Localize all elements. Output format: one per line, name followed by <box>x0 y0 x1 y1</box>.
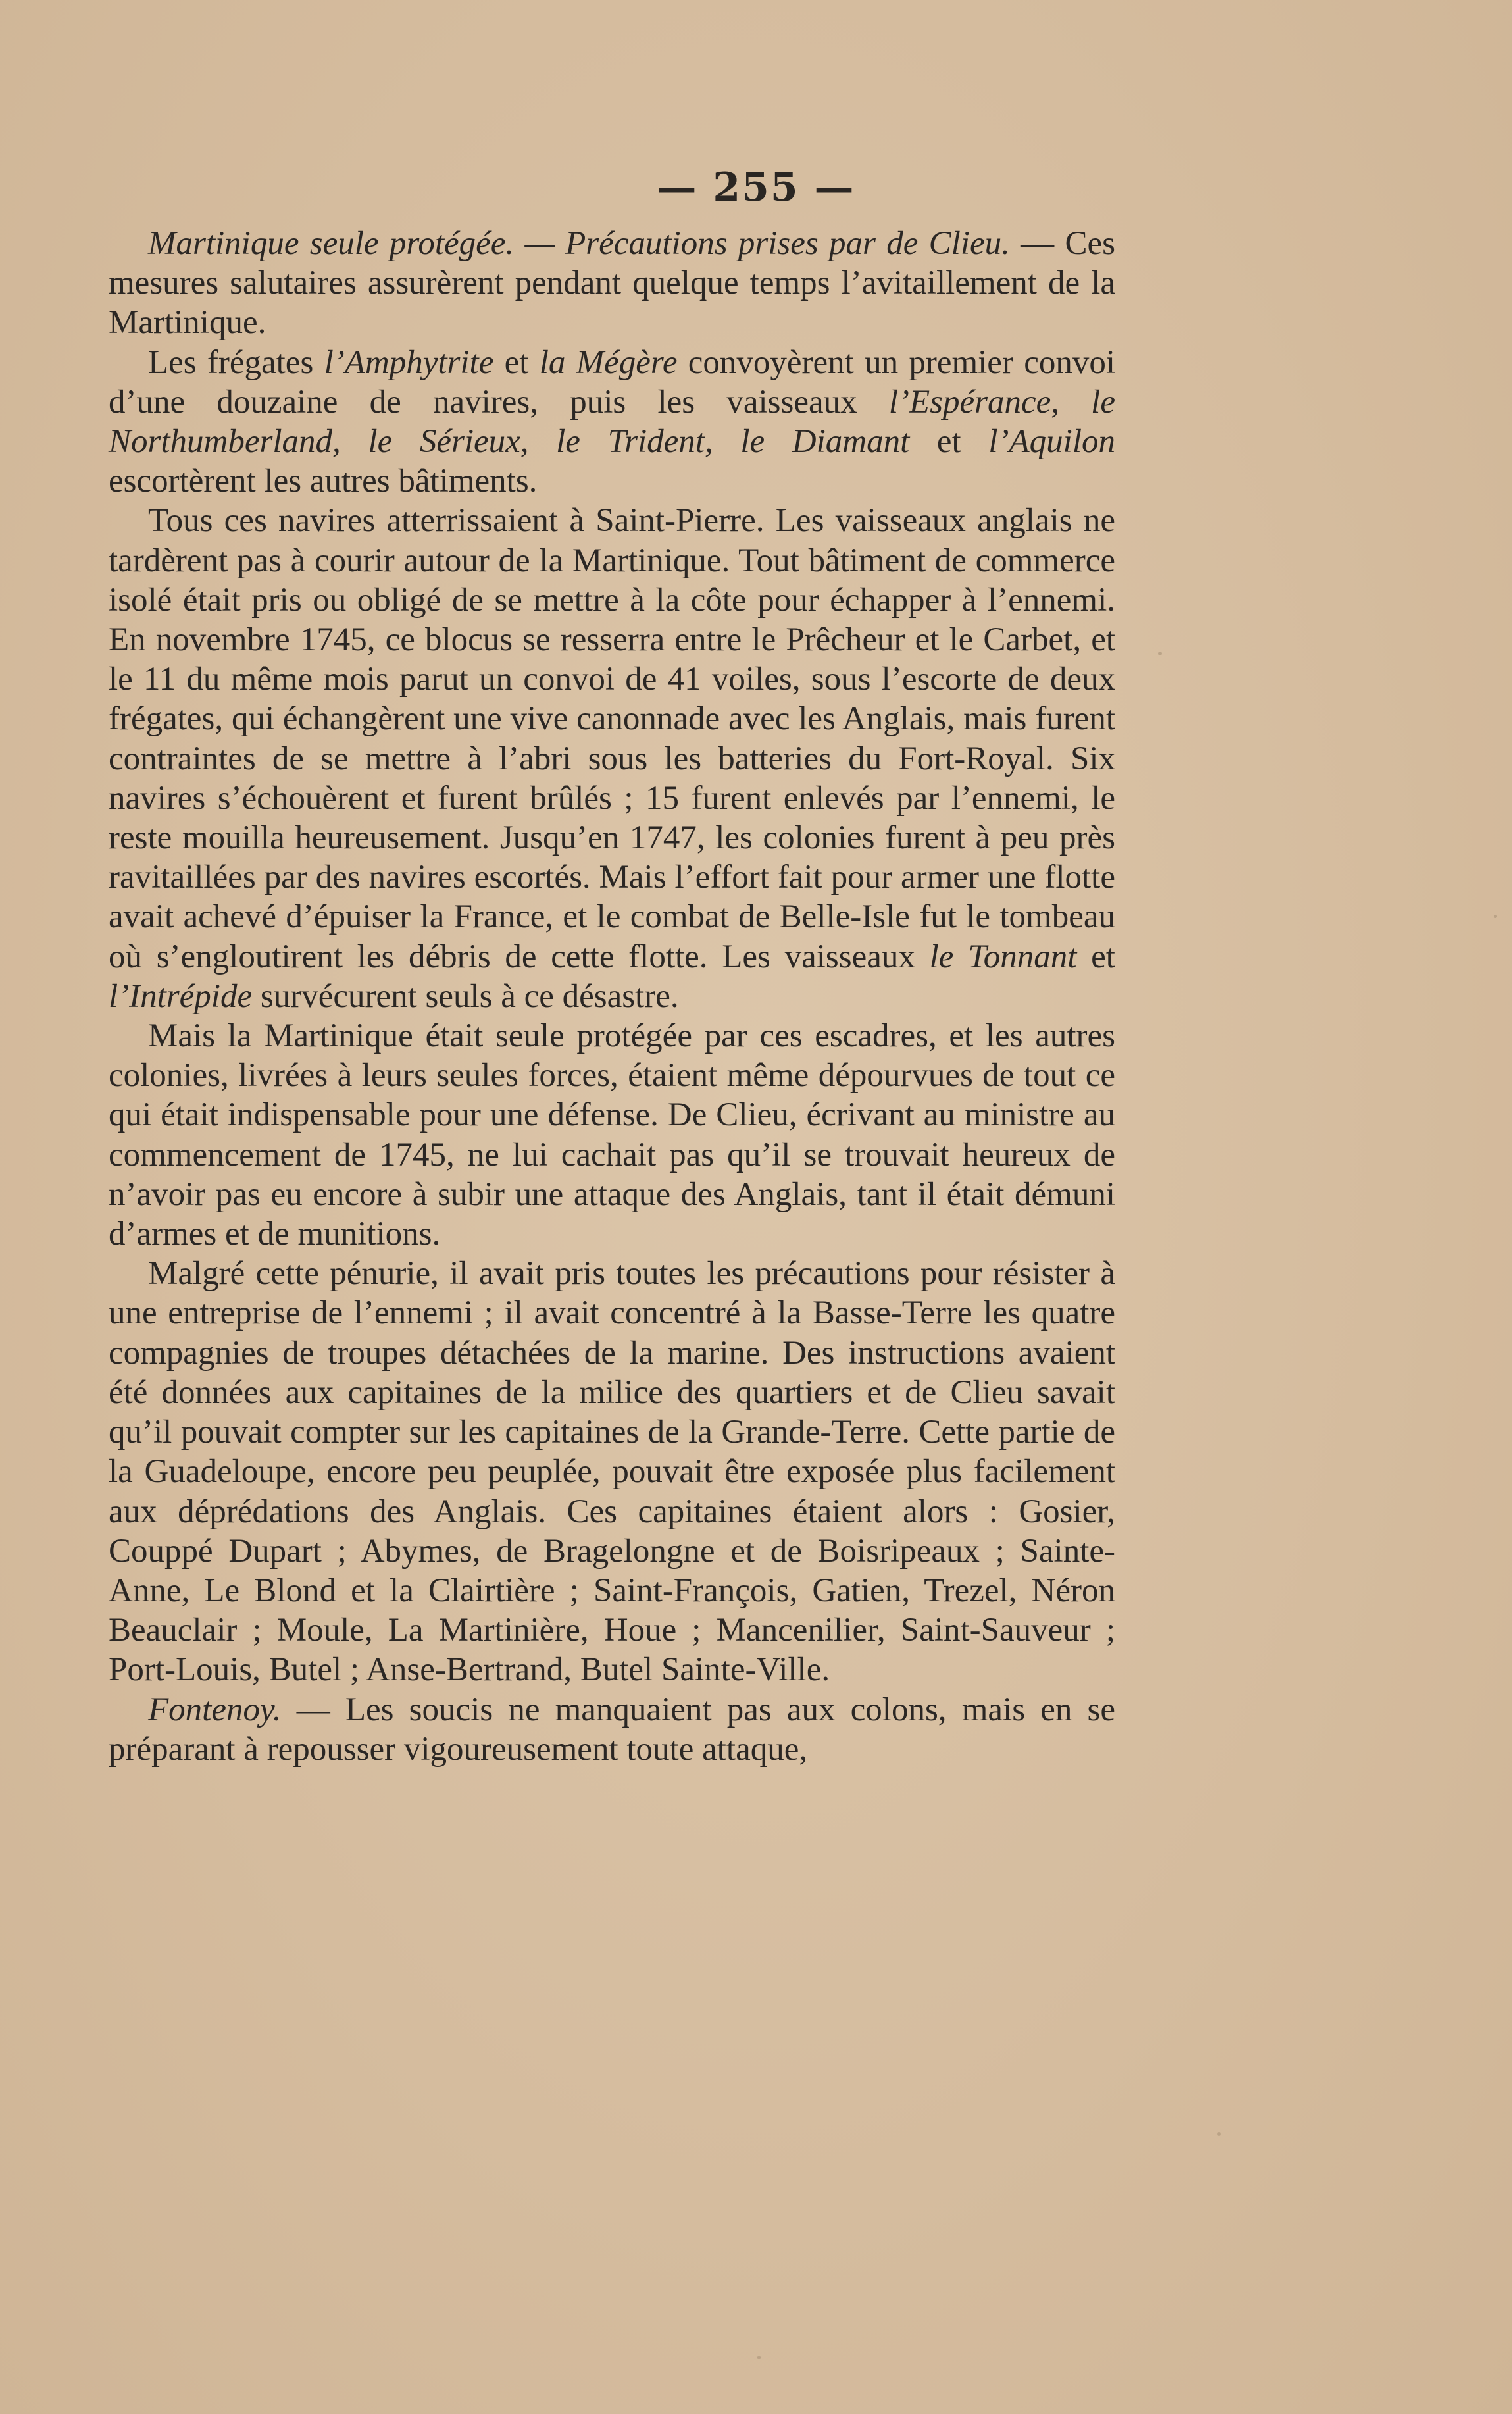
paper-speck <box>1158 652 1162 655</box>
paragraph <box>109 224 1115 343</box>
text-segment: l’Intrépide <box>109 977 253 1015</box>
text-segment: — Les soucis ne manquaient pas aux colons, mais en se préparant à repousser vigoureusement toute attaque, <box>109 1691 1115 1768</box>
page-number: — 255 — <box>657 165 855 211</box>
text-segment: survécurent seuls à ce désastre. <box>252 977 679 1015</box>
text-segment: et <box>1076 938 1115 975</box>
text-segment: et <box>493 344 540 381</box>
text-segment: Malgré cette pénurie, il avait pris toutes les précautions pour résister à une entreprise de l’ennemi ; il avait concentré à la Basse-Terre les quatre compagnies de troupes détachées de la marine. Des instructions avaient été données aux capitaines de la milice des quartiers et de Clieu savait qu’il pouvait compter sur les capitaines de la Grande-Terre. Cette partie de la Guadeloupe, encore peu peuplée, pouvait être exposée plus facilement aux déprédations des Anglais. Ces capitaines étaient alors : Gosier, Couppé Dupart ; Abymes, de Bragelongne et de Boisripeaux ; Sainte-Anne, Le Blond et la Clairtière ; Saint-François, Gatien, Trezel, Néron Beauclair ; Moule, La Martinière, Houe ; Mancenilier, Saint-Sauveur ; Port-Louis, Butel ; Anse-Bertrand, Butel Sainte-Ville. <box>109 1255 1115 1689</box>
text-segment: l’Espérance, le Northumberland, le Sérieux, le Trident, le Diamant <box>109 383 1115 461</box>
paragraph <box>109 1254 1115 1689</box>
body-text <box>109 224 1115 1769</box>
text-segment: Tous ces navires atterrissaient à Saint-Pierre. Les vaisseaux anglais ne tardèrent pas à courir autour de la Martinique. Tout bâtiment de commerce isolé était pris ou obligé de se mettre à la côte pour échapper à l’ennemi. En novembre 1745, ce blocus se resserra entre le Prêcheur et le Carbet, et le 11 du même mois parut un convoi de 41 voiles, sous l’escorte de deux frégates, qui échangèrent une vive canonnade avec les Anglais, mais furent contraintes de se mettre à l’abri sous les batteries du Fort-Royal. Six navires s’échouèrent et furent brûlés ; 15 furent enlevés par l’ennemi, le reste mouilla heureusement. Jusqu’en 1747, les colonies furent à peu près ravitaillées par des navires escortés. Mais l’effort fait pour armer une flotte avait achevé d’épuiser la France, et le combat de Belle-Isle fut le tombeau où s’engloutirent les débris de cette flotte. Les vaisseaux <box>109 502 1115 975</box>
paragraph <box>109 1690 1115 1769</box>
text-segment: et <box>909 423 989 461</box>
paragraph <box>109 1016 1115 1254</box>
paper-speck <box>1217 2132 1221 2136</box>
text-segment: la Mégère <box>539 344 678 381</box>
text-segment: Mais la Martinique était seule protégée par ces escadres, et les autres colonies, livrées à leurs seules forces, étaient même dépourvues de tout ce qui était indispensable pour une défense. De Clieu, écrivant au ministre au commencement de 1745, ne lui cachait pas qu’il se trouvait heureux de n’avoir pas eu encore à subir une attaque des Anglais, tant il était démuni d’armes et de munitions. <box>109 1017 1115 1253</box>
text-segment: le Tonnant <box>929 938 1077 975</box>
paragraph <box>109 501 1115 1016</box>
text-segment: l’Amphytrite <box>324 344 494 381</box>
text-segment: convoyèrent un premier convoi d’une douzaine de navires, puis les vaisseaux <box>109 344 1115 421</box>
text-segment: Martinique seule protégée. — Précautions prises par de Clieu. <box>148 225 1010 262</box>
text-segment: escortèrent les autres bâtiments. <box>109 463 538 500</box>
text-segment: Fontenoy. <box>148 1691 282 1728</box>
text-segment: Les frégates <box>148 344 324 381</box>
paper-speck <box>1494 915 1497 918</box>
text-segment: l’Aquilon <box>988 423 1116 461</box>
paragraph <box>109 343 1115 501</box>
paper-speck <box>757 2356 761 2359</box>
text-segment: — Ces mesures salutaires assurèrent pendant quelque temps l’avitaillement de la Martinique. <box>109 225 1115 342</box>
